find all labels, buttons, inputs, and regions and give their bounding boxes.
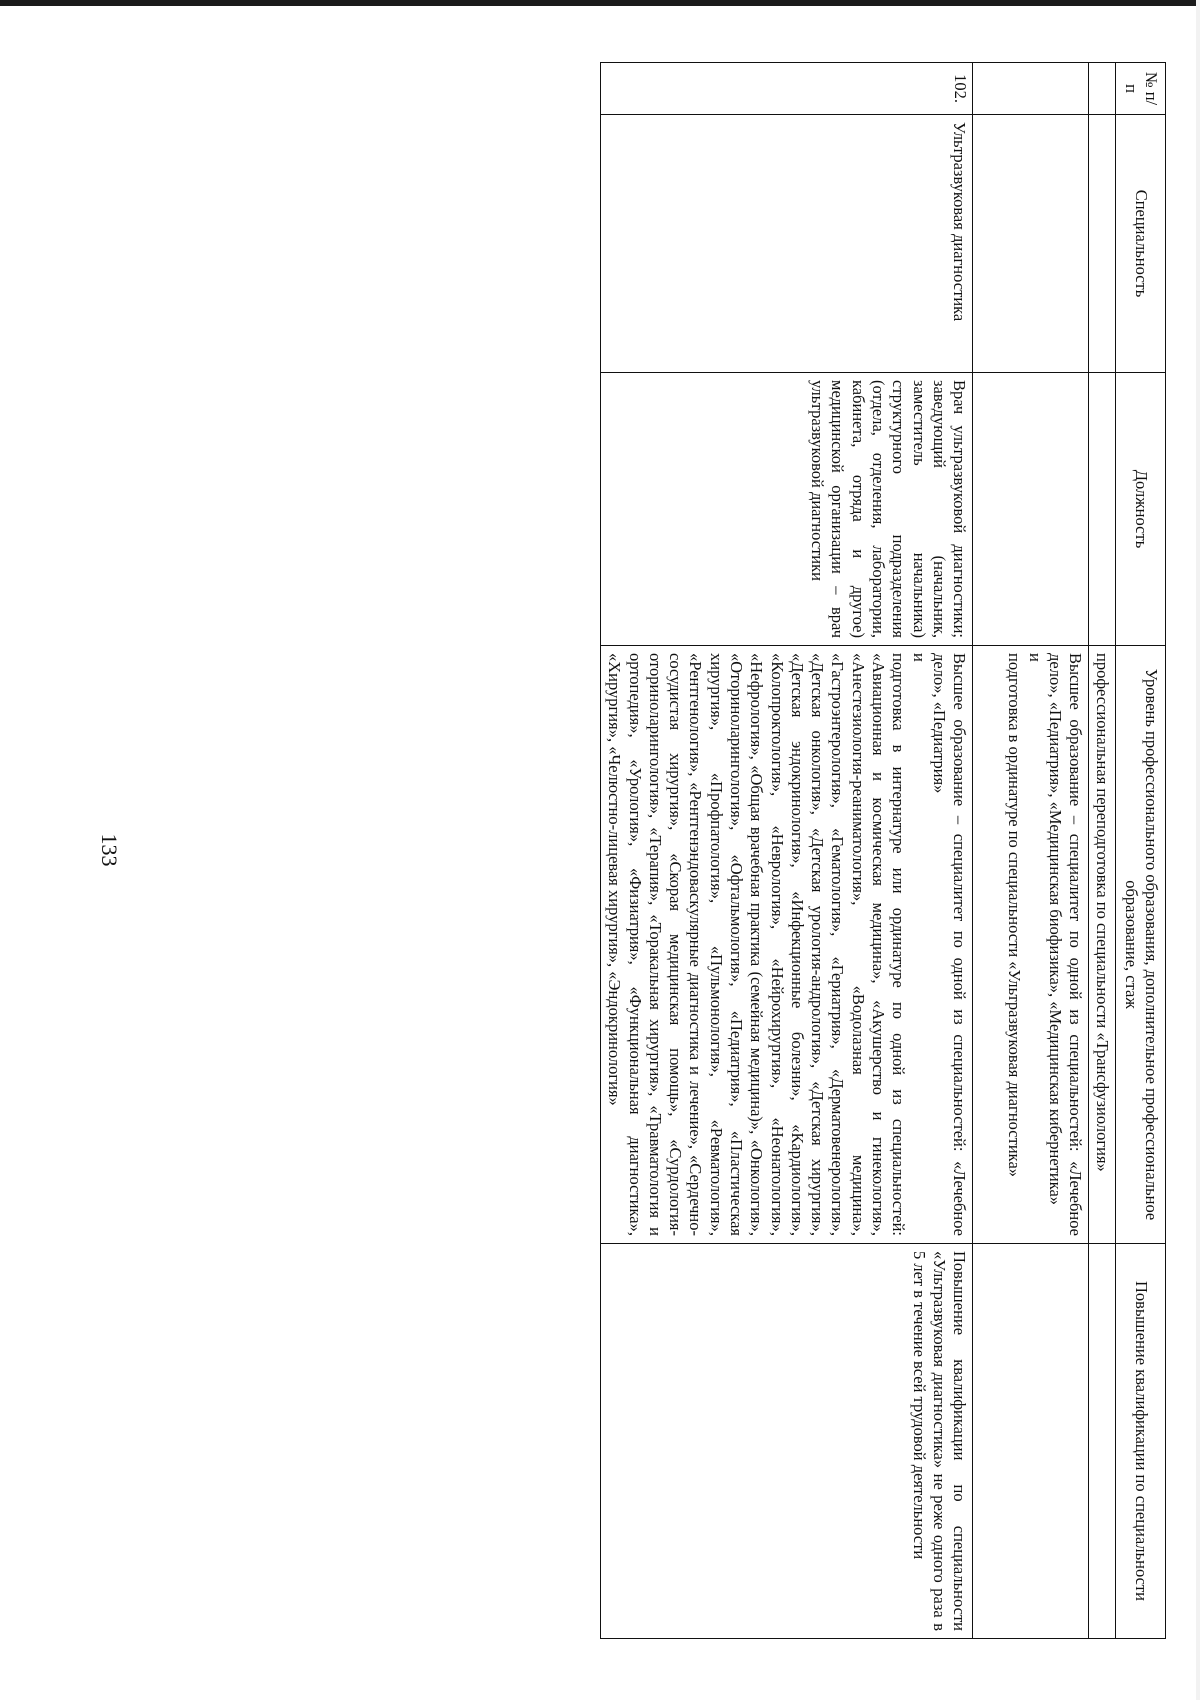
cell-num [1089,63,1116,115]
education-training: подготовка в интернатуре или ординатуре по одной из специальностей: «Авиационная и космическая медицина», «Акушерство и гинекология», «Анестезиология-реаниматология», «Водолазная медицина», «Гастроэнтерология», «Гематология», «Гериатрия», «Дерматовенерология», «Детская онкология», «Детская урология-андрология», «Детская хирургия», «Детская эндокринология», «Инфекционные болезни», «Кардиология», «Колопроктология», «Неврология», «Нейрохирургия», «Неонатология», «Нефрология», «Общая врачебная практика (семейная медицина)», «Онкология», «Оториноларингология», «Офтальмология», «Педиатрия», «Пластическая хирургия», «Профпатология», «Пульмонология», «Ревматология», «Рентгенология», «Рентгенэндоваскулярные диагностика и лечение», «Сердечно-сосудистая хирургия», «Скорая медицинская помощь», «Сурдология-оториноларингология», «Терапия», «Торакальная хирургия», «Травматология и ортопедия», «Урология», «Физиатрия», «Функциональная диагностика», «Хирургия», «Челюстно-лицевая хирургия», «Эндокринология» [605,653,909,1236]
cell-training [1089,1244,1116,1639]
cell-education [601,646,973,1244]
cell-position [973,373,1089,646]
table-row [601,63,973,1639]
header-row [1116,63,1166,1639]
header-position: Должность [1116,373,1166,646]
row-number: 102. [601,63,973,115]
cell-training [973,1244,1089,1639]
cell-specialty [973,115,1089,373]
header-num: № п/п [1116,63,1166,115]
header-education: Уровень профессионального образования, дополнительное профессиональное образование, стаж [1116,646,1166,1244]
table-row [973,63,1089,1639]
education-level: Высшее образование – специалитет по одной из специальностей: «Лечебное дело», «Педиатрия» [929,653,970,1236]
page-number: 133 [97,833,122,867]
cell-education [973,646,1089,1244]
header-training: Повышение квалификации по специальности [1116,1244,1166,1639]
education-conjunction: и [1025,653,1045,662]
education-conjunction: и [909,653,929,662]
header-specialty: Специальность [1116,115,1166,373]
qualification-table [600,62,1166,1639]
cell-specialty: Ультразвуковая диагностика [601,115,973,373]
cell-position [1089,373,1116,646]
education-training: подготовка в ординатуре по специальности «Ультразвуковая диагностика» [1005,653,1025,1178]
cell-num [973,63,1089,115]
cell-specialty [1089,115,1116,373]
table-row [1089,63,1116,1639]
education-level: Высшее образование – специалитет по одной из специальностей: «Лечебное дело», «Педиатрия», «Медицинская биофизика», «Медицинская кибернетика» [1045,653,1086,1236]
cell-training: Повышение квалификации по специальности «Ультразвуковая диагностика» не реже одного раза в 5 лет в течение всей трудовой деятельности [601,1244,973,1639]
cell-education: профессиональная переподготовка по специальности «Трансфузиология» [1089,646,1116,1244]
cell-position: Врач ультразвуковой диагностики; заведующий (начальник, заместитель начальника) структурного подразделения (отдела, отделения, лаборатории, кабинета, отряда и другое) медицинской организации – врач ультразвуковой диагностики [601,373,973,646]
